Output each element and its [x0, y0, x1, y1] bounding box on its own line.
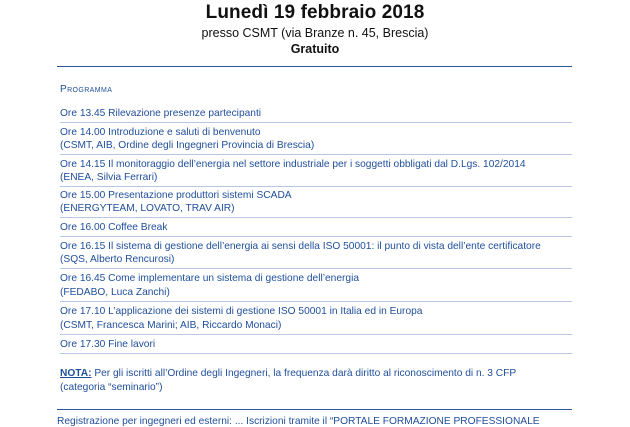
program-item-line: Ore 15.00 Presentazione produttori sistemi SCADA: [60, 190, 292, 201]
program-item-line: Ore 17.30 Fine lavori: [60, 339, 156, 350]
program-item-line: Ore 14.15 Il monitoraggio dell’energia nel settore industriale per i soggetti obbligati dal D.Lgs. 102/2014: [60, 159, 526, 170]
item-separator: [60, 301, 572, 302]
item-separator: [60, 186, 572, 187]
item-separator: [60, 334, 572, 335]
event-price: Gratuito: [290, 42, 340, 56]
event-date-title: Lunedì 19 febbraio 2018: [205, 2, 425, 23]
program-item-line: Ore 14.00 Introduzione e saluti di benvenuto: [60, 127, 261, 138]
program-item-speaker: (SQS, Alberto Rencurosi): [60, 254, 175, 265]
program-item-line: Ore 13.45 Rilevazione presenze partecipanti: [60, 108, 262, 119]
bottom-divider: [57, 409, 572, 410]
item-separator: [60, 122, 572, 123]
program-item-line: Ore 16.45 Come implementare un sistema di gestione dell’energia: [60, 273, 359, 284]
note-text: Per gli iscritti all’Ordine degli Ingegneri, la frequenza darà diritto al riconoscimento di n. 3 CFP (categoria “seminario”): [60, 368, 516, 393]
program-item-speaker: (ENEA, Silvia Ferrari): [60, 172, 158, 183]
note-paragraph: [60, 367, 560, 395]
item-separator: [60, 154, 572, 155]
program-item-line: Ore 16.15 Il sistema di gestione dell’energia ai sensi della ISO 50001: il punto di vista dell’ente certificatore: [60, 241, 541, 252]
note-label: NOTA:: [60, 368, 92, 379]
program-item-line: Ore 17.10 L’applicazione dei sistemi di gestione ISO 50001 in Italia ed in Europa: [60, 306, 423, 317]
item-separator: [60, 353, 572, 354]
top-divider: [57, 66, 572, 67]
program-item-speaker: (FEDABO, Luca Zanchi): [60, 287, 170, 298]
item-separator: [60, 217, 572, 218]
program-item-speaker: (ENERGYTEAM, LOVATO, TRAV AIR): [60, 203, 235, 214]
program-item-line: Ore 16.00 Coffee Break: [60, 222, 168, 233]
registration-text-partial: Registrazione per ingegneri ed esterni: ... Iscrizioni tramite il “PORTALE FORMAZIONE PROFESSIONALE: [57, 416, 540, 427]
item-separator: [60, 268, 572, 269]
program-item-speaker: (CSMT, AIB, Ordine degli Ingegneri Provincia di Brescia): [60, 140, 315, 151]
item-separator: [60, 236, 572, 237]
program-item-speaker: (CSMT, Francesca Marini; AIB, Riccardo Monaci): [60, 320, 282, 331]
program-title: Programma: [60, 84, 113, 95]
event-venue: presso CSMT (via Branze n. 45, Brescia): [201, 26, 429, 40]
